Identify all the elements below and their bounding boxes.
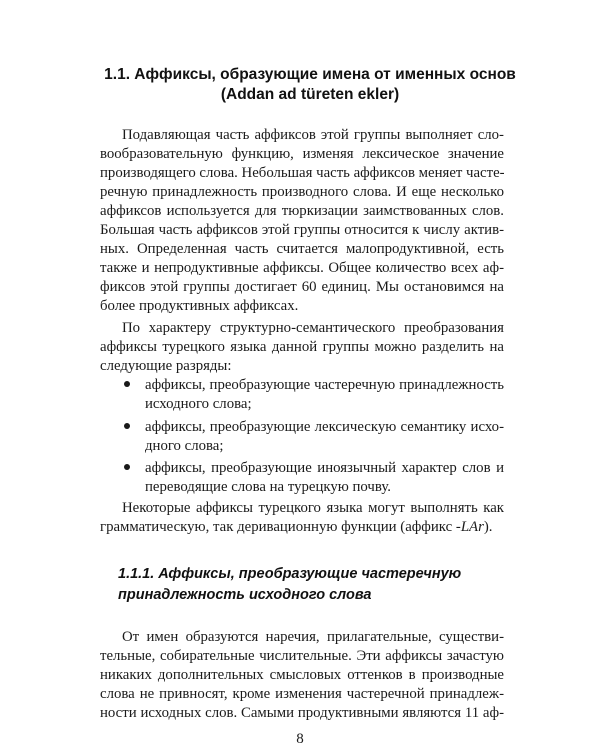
paragraph-line: слова не привносят, кроме изменения частеречной принадлеж- [100, 686, 504, 702]
paragraph-line: Большая часть аффиксов этой группы относится к числу актив- [100, 222, 504, 238]
list-item-line: дного слова; [145, 438, 224, 454]
paragraph-line [100, 517, 492, 537]
subsection-title-line2: принадлежность исходного слова [118, 587, 372, 603]
lar-affix: LAr [460, 519, 484, 535]
paragraph-line: По характеру структурно-семантического преобразования [122, 320, 504, 336]
paragraph-line: фиксов этой группы достигает 60 единиц. Мы остановимся на [100, 279, 504, 295]
list-item-line: переводящие слова на турецкую почву. [145, 479, 391, 495]
list-item-line: аффиксы, преобразующие иноязычный характер слов и [145, 460, 504, 476]
paragraph-line: более продуктивных аффиксах. [100, 298, 299, 314]
paragraph-line: аффиксов используется для тюркизации заимствованных слов. [100, 203, 504, 219]
closing-end: ). [483, 519, 493, 535]
paragraph-line: ных. Определенная часть считается малопродуктивной, есть [100, 241, 504, 257]
list-item-line: аффиксы, преобразующие частеречную принадлежность [145, 377, 504, 393]
paragraph-line: также и непродуктивные аффиксы. Общее количество всех аф- [100, 260, 504, 276]
bullet-icon [124, 381, 130, 387]
bullet-icon [124, 423, 130, 429]
section-title: 1.1. Аффиксы, образующие имена от именных основ [104, 66, 516, 83]
paragraph-line: речную принадлежность производного слова. И еще несколько [100, 184, 504, 200]
closing-text: грамматическую, так деривационную функции (аффикс - [100, 519, 461, 535]
section-subtitle: (Addan ad türeten ekler) [220, 86, 400, 103]
paragraph-line: аффиксы турецкого языка данной группы можно разделить на [100, 339, 504, 355]
bullet-icon [124, 464, 130, 470]
subsection-title: 1.1.1. Аффиксы, преобразующие частеречную [118, 566, 462, 582]
list-item-line: аффиксы, преобразующие лексическую семантику исхо- [145, 419, 504, 435]
paragraph-line: От имен образуются наречия, прилагательные, существи- [122, 629, 504, 645]
paragraph-line: производящего слова. Небольшая часть аффиксов меняет часте- [100, 165, 505, 181]
paragraph-line: Подавляющая часть аффиксов этой группы выполняет сло- [122, 127, 504, 143]
page-number: 8 [296, 731, 304, 747]
paragraph-line: вообразовательную функцию, изменяя лексическое значение [100, 146, 504, 162]
paragraph-line: тельные, собирательные числительные. Эти аффиксы зачастую [100, 648, 504, 664]
paragraph-line: ности исходных слов. Самыми продуктивными являются 11 аф- [100, 705, 504, 721]
list-item-line: исходного слова; [145, 396, 252, 412]
paragraph-line: Некоторые аффиксы турецкого языка могут выполнять как [122, 500, 504, 516]
paragraph-line: следующие разряды: [100, 358, 232, 374]
paragraph-line: никаких дополнительных смысловых оттенков в производные [100, 667, 504, 683]
